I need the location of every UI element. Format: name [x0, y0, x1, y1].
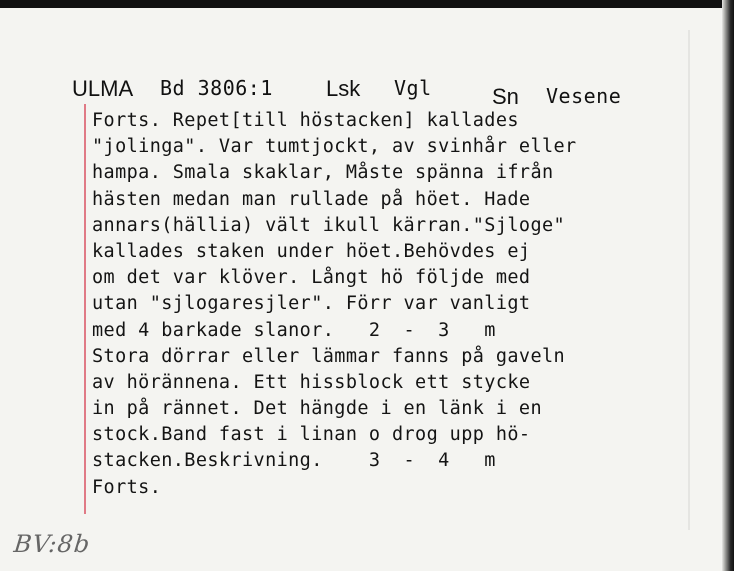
text-line: hästen medan man rullade på höet. Hade — [92, 188, 531, 210]
text-line: stock.Band fast i linan o drog upp hö- — [92, 424, 531, 446]
card-body-text — [92, 108, 712, 501]
lsk-value: Vgl — [394, 76, 432, 100]
text-line: Forts. — [92, 476, 162, 498]
text-line: Stora dörrar eller lämmar fanns på gaveln — [92, 345, 566, 367]
text-line: utan "sjlogaresjler". Förr var vanligt — [92, 293, 531, 315]
sn-value: Vesene — [546, 84, 622, 108]
text-line: med 4 barkade slanor. 2 - 3 m — [92, 319, 496, 341]
text-line: Forts. Repet[till höstacken] kallades — [92, 110, 519, 131]
card-header — [72, 76, 672, 109]
margin-rule — [84, 104, 86, 514]
text-line: av hörännena. Ett hissblock ett stycke — [92, 371, 531, 393]
text-line: "jolinga". Var tumtjockt, av svinhår eller — [92, 136, 577, 158]
sn-label: Sn — [492, 84, 519, 109]
text-line: annars(hällia) vält ikull kärran."Sjloge" — [92, 214, 566, 236]
text-line: in på rännet. Det hängde i en länk i en — [92, 398, 542, 420]
text-line: stacken.Beskrivning. 3 - 4 m — [92, 450, 496, 472]
text-line: hampa. Smala skaklar, Måste spänna ifrån — [92, 162, 554, 184]
text-line: kallades staken under höet.Behövdes ej — [92, 240, 531, 262]
volume-number: Bd 3806:1 — [160, 76, 273, 100]
text-line: om det var klöver. Långt hö följde med — [92, 267, 531, 289]
scan-top-edge — [0, 0, 734, 8]
handwritten-signature: BV:8b — [12, 530, 92, 558]
scan-right-edge — [722, 0, 734, 571]
lsk-label: Lsk — [326, 76, 361, 101]
archive-name: ULMA — [72, 76, 134, 101]
